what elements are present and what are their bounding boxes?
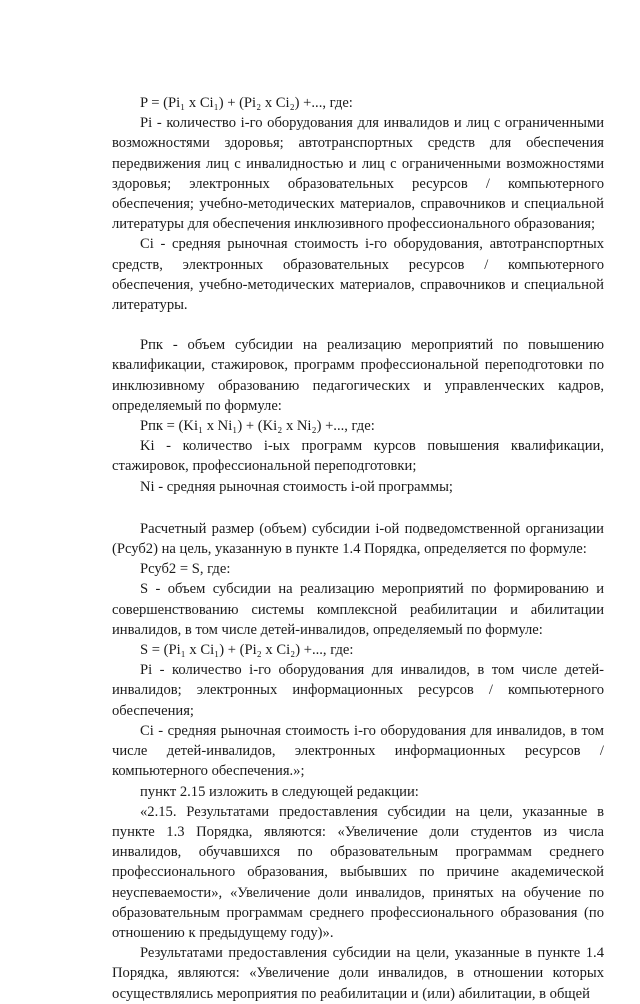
definition-ci: Ci - средняя рыночная стоимость i-го оборудования, автотранспортных средств, электронных образовательных ресурсов / компьютерного обеспечения, учебно-методических материалов, справочников и специальной литературы. bbox=[112, 236, 604, 314]
definition-ni: Ni - средняя рыночная стоимость i-ой программы; bbox=[140, 478, 453, 495]
formula-s: S = (Pi₁ x Ci₁) + (Pi₂ x Ci₂) +..., где: bbox=[140, 642, 354, 659]
definition-ci-2: Ci - средняя рыночная стоимость i-го оборудования для инвалидов, в том числе детей-инвалидов, электронных информационных ресурсов / компьютерного обеспечения.»; bbox=[112, 722, 604, 780]
clause-2-15-continued: Результатами предоставления субсидии на цели, указанные в пункте 1.4 Порядка, являются: «Увеличение доли инвалидов, в отношении которых осуществлялись мероприятия по реабилитации и (или) абилитации, в общей bbox=[112, 945, 604, 1002]
formula-p: P = (Pi₁ x Ci₁) + (Pi₂ x Ci₂) +..., где: bbox=[140, 95, 353, 111]
definition-ki: Ki - количество i-ых программ курсов повышения квалификации, стажировок, профессиональной переподготовки; bbox=[112, 438, 604, 475]
formula-rsub2: Рсуб2 = S, где: bbox=[140, 561, 231, 578]
spacer bbox=[112, 497, 604, 519]
clause-2-15: «2.15. Результатами предоставления субсидии на цели, указанные в пункте 1.3 Порядка, являются: «Увеличение доли студентов из числа инвалидов, обучавшихся по образовательным программам среднего профессионального образования, выбывших по причине академической неуспеваемости», «Увеличение доли инвалидов, принятых на обучение по образовательным программам среднего профессионального образования (по отношению к предыдущему году)». bbox=[112, 803, 604, 941]
paragraph-rsub2: Расчетный размер (объем) субсидии i-ой подведомственной организации (Рсуб2) на цель, указанную в пункте 1.4 Порядка, определяется по формуле: bbox=[112, 520, 604, 558]
definition-pi-2: Pi - количество i-го оборудования для инвалидов, в том числе детей-инвалидов; электронных информационных ресурсов / компьютерного обеспечения; bbox=[112, 662, 604, 719]
definition-s: S - объем субсидии на реализацию мероприятий по формированию и совершенствованию системы комплексной реабилитации и абилитации инвалидов, в том числе детей-инвалидов, определяемый по формуле: bbox=[112, 581, 604, 638]
definition-pi: Pi - количество i-го оборудования для инвалидов и лиц с ограниченными возможностями здоровья; автотранспортных средств для обеспечения передвижения лиц с инвалидностью и лиц с ограниченными возможностями здоровья; электронных образовательных ресурсов / компьютерного обеспечения; учебно-методических материалов, справочников и специальной литературы для обеспечения инклюзивного профессионального образования; bbox=[112, 115, 604, 233]
spacer bbox=[112, 315, 604, 335]
formula-rpk: Рпк = (Ki₁ x Ni₁) + (Ki₂ x Ni₂) +..., где: bbox=[140, 418, 375, 435]
amendment-intro: пункт 2.15 изложить в следующей редакции: bbox=[140, 783, 419, 800]
definition-rpk: Рпк - объем субсидии на реализацию мероприятий по повышению квалификации, стажировок, программ профессиональной переподготовки по инклюзивному образованию педагогических и управленческих кадров, определяемый по формуле: bbox=[112, 337, 604, 414]
